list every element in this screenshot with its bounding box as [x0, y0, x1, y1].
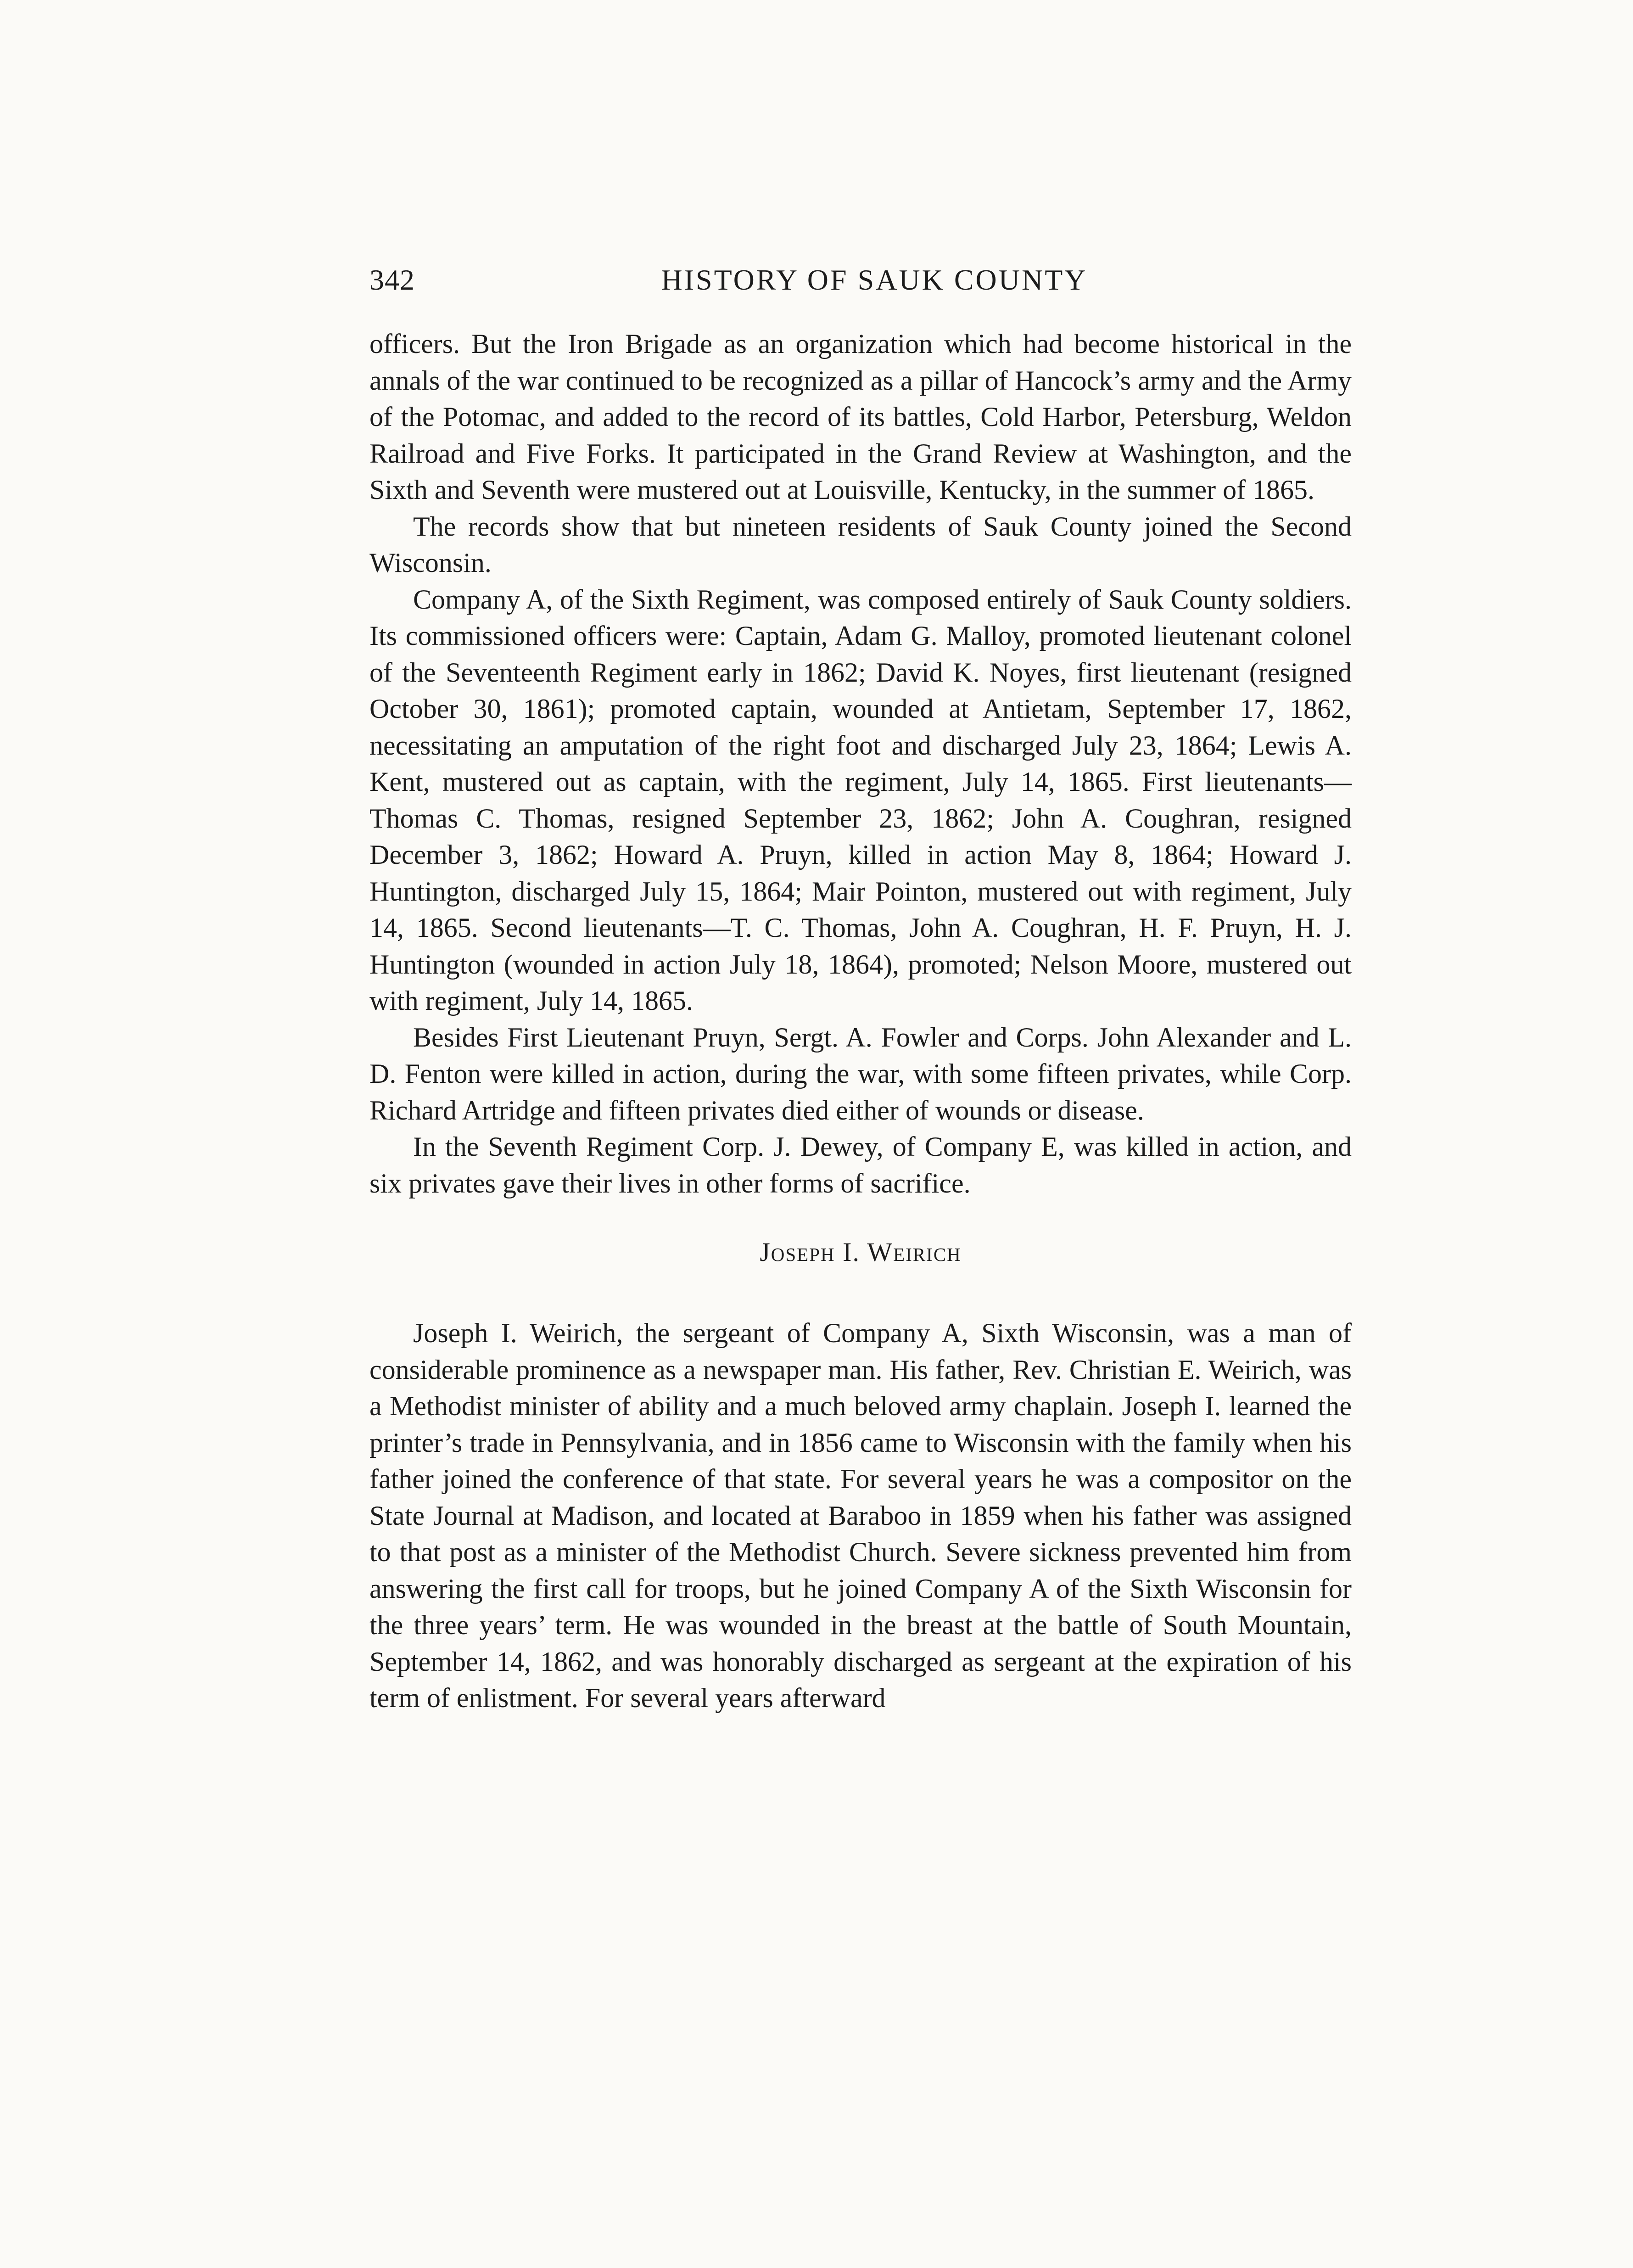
page-number: 342 [369, 263, 415, 296]
running-title: HISTORY OF SAUK COUNTY [661, 263, 1088, 296]
paragraph-continued: officers. But the Iron Brigade as an organization which had become historical in the annals of the war continued to be recognized as a pillar of Hancock’s army and the Army of the Potomac, and added to the record of its battles, Cold Harbor, Petersburg, Weldon Railroad and Five Forks. It participated in the Grand Review at Washington, and the Sixth and Seventh were mustered out at Louisville, Kentucky, in the summer of 1865. [369, 329, 1352, 505]
page-header [369, 255, 1352, 305]
paragraph-second-wisconsin: The records show that but nineteen residents of Sauk County joined the Second Wisconsin. [369, 511, 1352, 578]
paragraph-seventh-regiment: In the Seventh Regiment Corp. J. Dewey, of Company E, was killed in action, and six privates gave their lives in other forms of sacrifice. [369, 1131, 1352, 1198]
section-heading: Joseph I. Weirich [760, 1237, 962, 1267]
paragraph-weirich-biography: Joseph I. Weirich, the sergeant of Company A, Sixth Wisconsin, was a man of considerable prominence as a newspaper man. His father, Rev. Christian E. Weirich, was a Methodist minister of ability and a much beloved army chaplain. Joseph I. learned the printer’s trade in Pennsylvania, and in 1856 came to Wisconsin with the family when his father joined the conference of that state. For several years he was a compositor on the State Journal at Madison, and located at Baraboo in 1859 when his father was assigned to that post as a minister of the Methodist Church. Severe sickness prevented him from answering the first call for troops, but he joined Company A of the Sixth Wisconsin for the three years’ term. He was wounded in the breast at the battle of South Mountain, September 14, 1862, and was honorably discharged as sergeant at the expiration of his term of enlistment. For several years afterward [369, 1318, 1352, 1713]
paragraph-casualties: Besides First Lieutenant Pruyn, Sergt. A. Fowler and Corps. John Alexander and L. D. Fenton were killed in action, during the war, with some fifteen privates, while Corp. Richard Artridge and fifteen privates died either of wounds or disease. [369, 1022, 1352, 1126]
body-text [369, 326, 1352, 1717]
paragraph-company-a: Company A, of the Sixth Regiment, was composed entirely of Sauk County soldiers. Its commissioned officers were: Captain, Adam G. Malloy, promoted lieutenant colonel of the Seventeenth Regiment early in 1862; David K. Noyes, first lieutenant (resigned October 30, 1861); promoted captain, wounded at Antietam, September 17, 1862, necessitating an amputation of the right foot and discharged July 23, 1864; Lewis A. Kent, mustered out as captain, with the regiment, July 14, 1865. First lieutenants—Thomas C. Thomas, resigned September 23, 1862; John A. Coughran, resigned December 3, 1862; Howard A. Pruyn, killed in action May 8, 1864; Howard J. Huntington, discharged July 15, 1864; Mair Pointon, mustered out with regiment, July 14, 1865. Second lieutenants—T. C. Thomas, John A. Coughran, H. F. Pruyn, H. J. Huntington (wounded in action July 18, 1864), promoted; Nelson Moore, mustered out with regiment, July 14, 1865. [369, 584, 1352, 1016]
